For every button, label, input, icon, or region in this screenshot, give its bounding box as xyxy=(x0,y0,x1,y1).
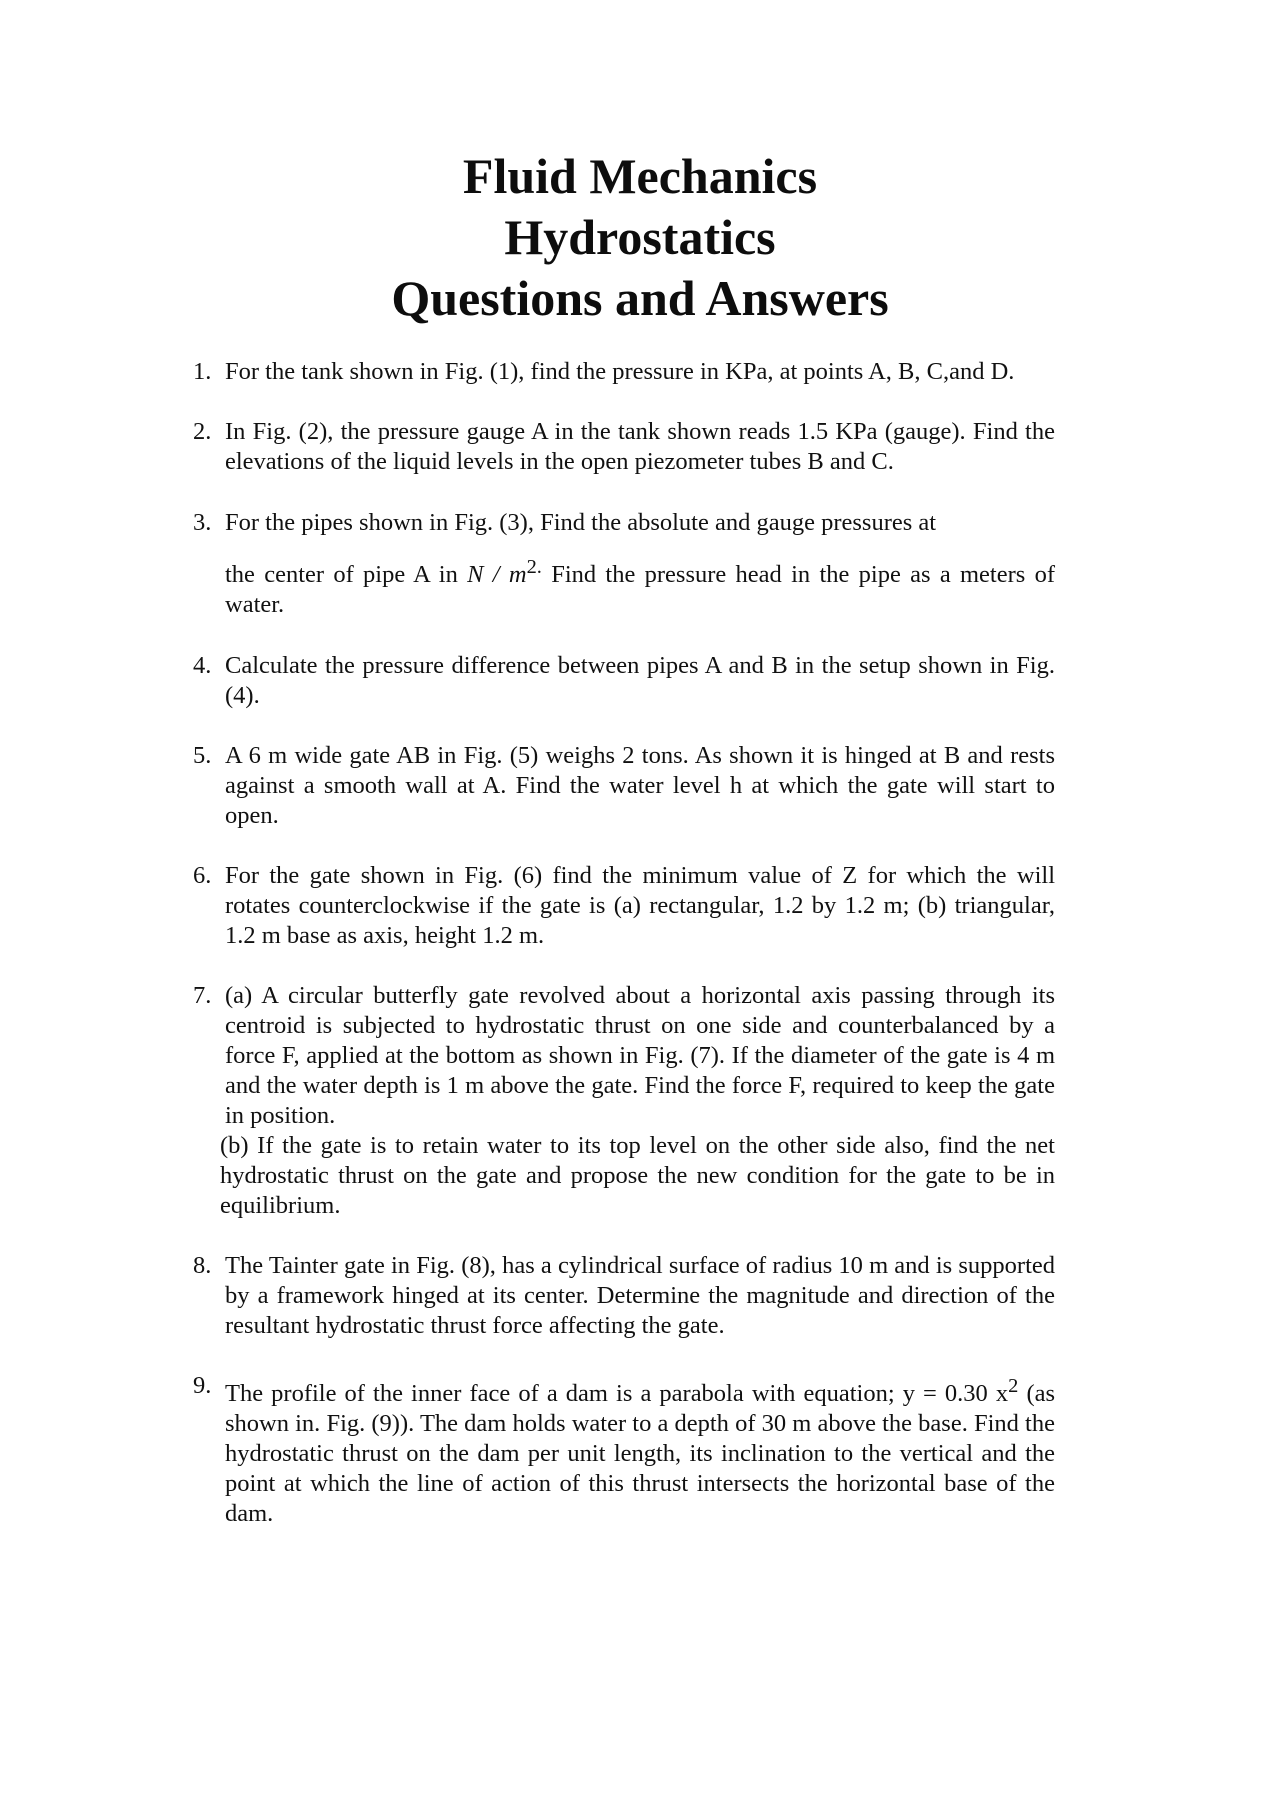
question-text-line-2 xyxy=(225,552,1055,620)
question-4 xyxy=(193,651,1055,711)
question-number: 3 . xyxy=(193,508,211,538)
question-text: In Fig. (2), the pressure gauge A in the tank shown reads 1.5 KPa (gauge). Find the elevations of the liquid levels in the open piezometer tubes B and C. xyxy=(225,418,1055,475)
question-7 xyxy=(193,981,1055,1221)
question-part-a: (a) A circular butterfly gate revolved about a horizontal axis passing through its centroid is subjected to hydrostatic thrust on one side and counterbalanced by a force F, applied at the bottom as shown in Fig. (7). If the diameter of the gate is 4 m and the water depth is 1 m above the gate. Find the force F, required to keep the gate in position. xyxy=(225,982,1055,1130)
unit-exponent: 2. xyxy=(526,556,542,578)
question-number: 1 . xyxy=(193,357,211,387)
title-block xyxy=(0,146,1280,329)
question-3 xyxy=(193,508,1055,620)
title-questions-and-answers: Questions and Answers xyxy=(391,270,889,326)
question-8 xyxy=(193,1251,1055,1341)
question-9 xyxy=(193,1371,1055,1529)
question-part-b: (b) If the gate is to retain water to its top level on the other side also, find the net hydrostatic thrust on the gate and propose the new condition for the gate to be in equilibrium. xyxy=(220,1132,1055,1220)
question-text: A 6 m wide gate AB in Fig. (5) weighs 2 tons. As shown it is hinged at B and rests against a smooth wall at A. Find the water level h at which the gate will start to open. xyxy=(225,742,1055,830)
question-6 xyxy=(193,861,1055,951)
question-number: 8 . xyxy=(193,1251,211,1281)
question-text xyxy=(225,508,1055,620)
question-number: 6 . xyxy=(193,861,211,891)
question-text: For the tank shown in Fig. (1), find the pressure in KPa, at points A, B, C,and D. xyxy=(225,358,1015,385)
question-text: The Tainter gate in Fig. (8), has a cylindrical surface of radius 10 m and is supported by a framework hinged at its center. Determine the magnitude and direction of the resultant hydrostatic thrust force affecting the gate. xyxy=(225,1252,1055,1340)
question-text: Calculate the pressure difference between pipes A and B in the setup shown in Fig. (4). xyxy=(225,652,1055,710)
question-1 xyxy=(193,357,1055,387)
question-text-part-a: For the pipes shown in Fig. (3), Find the absolute and gauge pressures at xyxy=(225,509,937,536)
question-number: 5 . xyxy=(193,741,211,771)
title-fluid-mechanics: Fluid Mechanics xyxy=(462,148,818,204)
question-number: 7 . xyxy=(193,981,211,1011)
question-text-part-c: Find the pressure head in the pipe as a meters of water. xyxy=(225,561,1056,619)
question-text-part-a: The profile of the inner face of a dam is a parabola with equation; y = 0.30 x xyxy=(225,1380,1009,1408)
question-5 xyxy=(193,741,1055,831)
question-list xyxy=(193,357,1055,1529)
question-text xyxy=(225,1371,1055,1529)
question-2 xyxy=(193,417,1055,477)
question-text: For the gate shown in Fig. (6) find the minimum value of Z for which the will rotates counterclockwise if the gate is (a) rectangular, 1.2 by 1.2 m; (b) triangular, 1.2 m base as axis, height 1.2 m. xyxy=(225,862,1055,950)
question-text-part-b: the center of pipe A in xyxy=(225,561,458,589)
unit-newton-per-square-meter: N / m xyxy=(467,561,527,589)
question-number: 9 . xyxy=(193,1371,211,1401)
question-text xyxy=(220,981,1055,1221)
title-hydrostatics: Hydrostatics xyxy=(504,209,776,265)
equation-exponent: 2 xyxy=(1008,1375,1019,1398)
question-number: 2 . xyxy=(193,417,211,447)
question-number: 4 . xyxy=(193,651,211,681)
question-text-part-b: (as shown in. Fig. (9)). The dam holds water to a depth of 30 m above the base. Find the hydrostatic thrust on the dam per unit length, its inclination to the vertical and the point at which the line of action of this thrust intersects the horizontal base of the dam. xyxy=(225,1380,1056,1528)
